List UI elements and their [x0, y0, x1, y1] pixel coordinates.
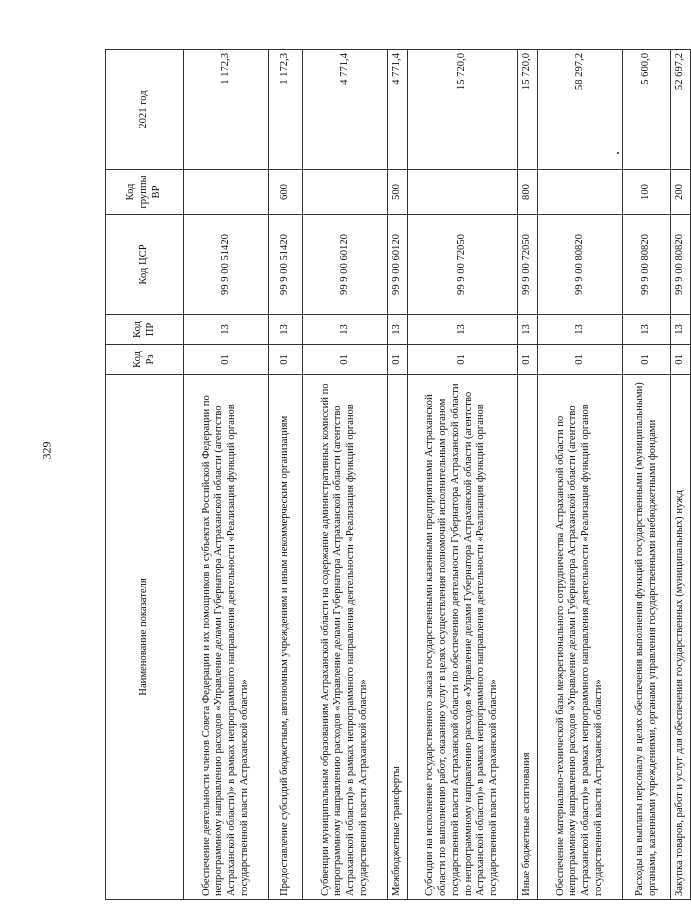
row-sum: 4 771,4	[302, 50, 387, 170]
row-name: Субсидии на исполнение государственного заказа государственными казенными предприятиями Астраханской области по выполнению работ, оказанию услуг в целях осуществления полномочий исполнительным органом государственной власти Астраханской области по обеспечению деятельности Губернатора Астраханской области по непрограммному направлению расходов «Управление делами Губернатора Астраханской области (агентство Астраханской области)» в рамках непрограммного направления деятельности «Реализация функций органов государственной власти Астраханской области»	[407, 375, 517, 900]
rotated-table-wrapper	[105, 50, 685, 900]
row-rz: 01	[537, 345, 622, 375]
row-vr	[407, 170, 517, 215]
row-csr: 99 9 00 80820	[622, 215, 670, 315]
row-pr: 13	[268, 315, 302, 345]
row-rz: 01	[670, 345, 690, 375]
row-name: Иные бюджетные ассигнования	[517, 375, 537, 900]
row-sum: 58 297,2	[537, 50, 622, 170]
table-row	[387, 50, 407, 900]
row-rz: 01	[622, 345, 670, 375]
row-sum: 15 720,0	[517, 50, 537, 170]
table-row	[407, 50, 517, 900]
table-row	[670, 50, 690, 900]
budget-table	[105, 49, 691, 900]
header-csr: Код ЦСР	[105, 215, 183, 315]
row-csr: 99 9 00 80820	[670, 215, 690, 315]
row-pr: 13	[387, 315, 407, 345]
row-vr: 600	[268, 170, 302, 215]
row-vr: 100	[622, 170, 670, 215]
row-name: Обеспечение материально-технической базы межрегионального сотрудничества Астраханской области по непрограммному направлению расходов «Управление делами Губернатора Астраханской области (агентство Астраханской области)» в рамках непрограммного направления деятельности «Реализация функций органов государственной власти Астраханской области»	[537, 375, 622, 900]
row-name: Расходы на выплаты персоналу в целях обеспечения выполнения функций государственными (муниципальными) органами, казенными учреждениями, органами управления государственными внебюджетными фондами	[622, 375, 670, 900]
table-row	[622, 50, 670, 900]
table-row	[517, 50, 537, 900]
row-csr: 99 9 00 60120	[302, 215, 387, 315]
row-csr: 99 9 00 72050	[517, 215, 537, 315]
header-rz: Код Рз	[105, 345, 183, 375]
row-name: Закупка товаров, работ и услуг для обеспечения государственных (муниципальных) нужд	[670, 375, 690, 900]
row-pr: 13	[183, 315, 268, 345]
table-header-row	[105, 50, 183, 900]
row-sum: 4 771,4	[387, 50, 407, 170]
row-pr: 13	[302, 315, 387, 345]
row-csr: 99 9 00 51420	[183, 215, 268, 315]
row-pr: 13	[407, 315, 517, 345]
table-row	[183, 50, 268, 900]
row-name: Обеспечение деятельности членов Совета Федерации и их помощников в субъектах Российской Федерации по непрограммному направлению расходов «Управление делами Губернатора Астраханской области (агентство Астраханской области)» в рамках непрограммного направления деятельности «Реализация функций органов государственной власти Астраханской области»	[183, 375, 268, 900]
table-row	[268, 50, 302, 900]
row-vr	[183, 170, 268, 215]
row-rz: 01	[302, 345, 387, 375]
row-name: Межбюджетные трансферты	[387, 375, 407, 900]
table-row	[302, 50, 387, 900]
table-row	[537, 50, 622, 900]
row-sum: 5 600,0	[622, 50, 670, 170]
header-vr: Код группы ВР	[105, 170, 183, 215]
row-rz: 01	[407, 345, 517, 375]
row-rz: 01	[183, 345, 268, 375]
row-vr: 200	[670, 170, 690, 215]
row-csr: 99 9 00 51420	[268, 215, 302, 315]
row-csr: 99 9 00 72050	[407, 215, 517, 315]
page-number: 329	[39, 441, 54, 460]
row-pr: 13	[670, 315, 690, 345]
row-csr: 99 9 00 80820	[537, 215, 622, 315]
row-sum: 1 172,3	[183, 50, 268, 170]
header-name: Наименование показателя	[105, 375, 183, 900]
row-rz: 01	[387, 345, 407, 375]
row-vr	[302, 170, 387, 215]
row-vr	[537, 170, 622, 215]
row-vr: 500	[387, 170, 407, 215]
row-name: Субвенции муниципальным образованиям Астраханской области на содержание административных комиссий по непрограммному направлению расходов «Управление делами Губернатора Астраханской области (агентство Астраханской области)» в рамках непрограммного направления деятельности «Реализация функций органов государственной власти Астраханской области»	[302, 375, 387, 900]
row-rz: 01	[517, 345, 537, 375]
row-sum: 1 172,3	[268, 50, 302, 170]
row-csr: 99 9 00 60120	[387, 215, 407, 315]
row-pr: 13	[622, 315, 670, 345]
row-pr: 13	[517, 315, 537, 345]
row-pr: 13	[537, 315, 622, 345]
row-sum: 15 720,0	[407, 50, 517, 170]
header-year: 2021 год	[105, 50, 183, 170]
header-pr: Код ПР	[105, 315, 183, 345]
row-vr: 800	[517, 170, 537, 215]
row-sum: 52 697,2	[670, 50, 690, 170]
row-name: Предоставление субсидий бюджетным, автономным учреждениям и иным некоммерческим организациям	[268, 375, 302, 900]
row-rz: 01	[268, 345, 302, 375]
